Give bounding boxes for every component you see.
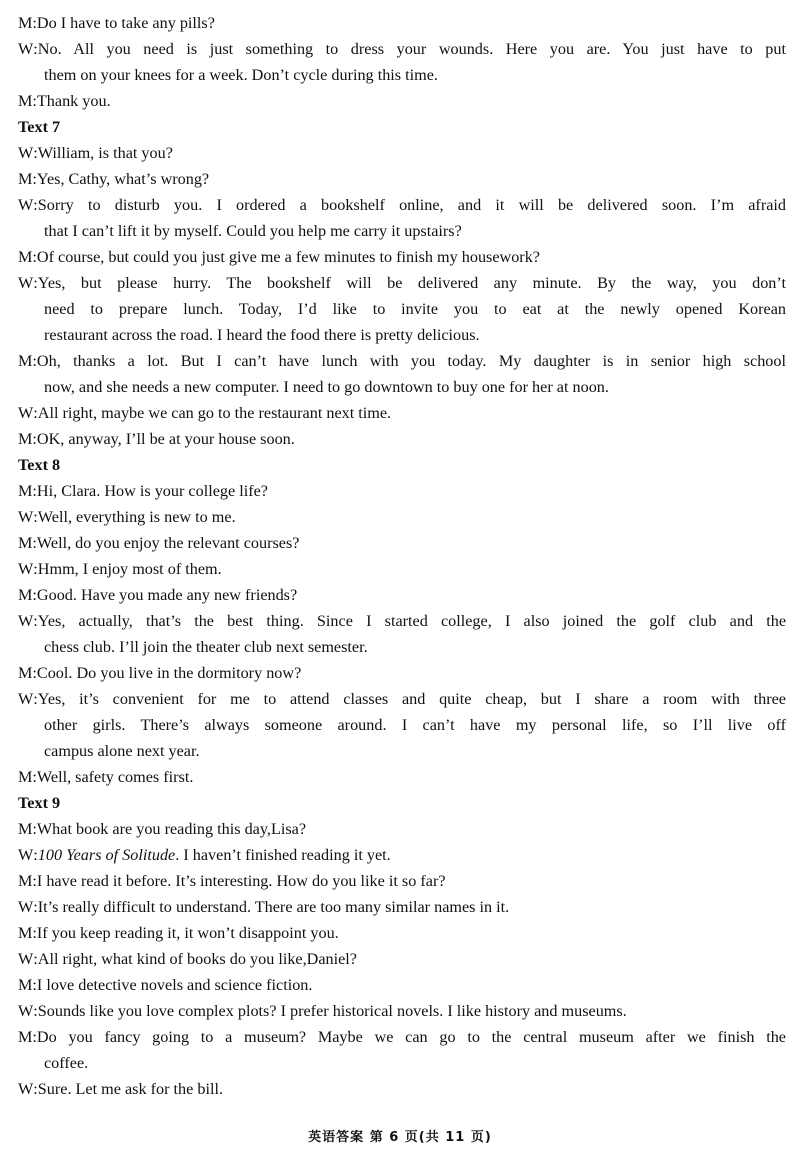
speaker-label: M xyxy=(18,352,33,370)
speaker-label: W xyxy=(18,1002,34,1020)
page-footer: 英语答案 第 6 页(共 11 页) xyxy=(308,1130,492,1145)
speaker-label: W xyxy=(18,690,34,708)
speaker-label: M xyxy=(18,92,33,110)
dialogue-continuation xyxy=(18,296,786,322)
speaker-colon: : xyxy=(33,508,38,526)
speaker-label: M xyxy=(18,248,33,266)
dialogue-line xyxy=(18,504,786,530)
dialogue-text: All right, maybe we can go to the restaurant next time. xyxy=(37,404,392,422)
dialogue-line xyxy=(18,816,786,842)
dialogue-text: Hi, Clara. How is your college life? xyxy=(36,482,268,500)
dialogue-text: What book are you reading this day,Lisa? xyxy=(36,820,307,838)
speaker-colon: : xyxy=(33,690,38,708)
dialogue-text: Yes, actually, that’s the best thing. Since I started college, I also joined the golf club and the xyxy=(37,612,786,630)
book-title: 100 Years of Solitude xyxy=(37,846,176,864)
dialogue-continuation xyxy=(18,634,786,660)
dialogue-text: Of course, but could you just give me a few minutes to finish my housework? xyxy=(36,248,540,266)
speaker-colon: : xyxy=(33,898,38,916)
section-heading: Text 7 xyxy=(18,118,61,136)
dialogue-text: campus alone next year. xyxy=(44,742,200,760)
speaker-label: W xyxy=(18,1080,34,1098)
speaker-colon: : xyxy=(32,976,37,994)
dialogue-line xyxy=(18,270,786,296)
speaker-colon: : xyxy=(33,196,38,214)
dialogue-text: No. All you need is just something to dress your wounds. Here you are. You just have to put xyxy=(37,40,786,58)
dialogue-line xyxy=(18,660,786,686)
dialogue-text: . I haven’t finished reading it yet. xyxy=(175,846,391,864)
dialogue-continuation xyxy=(18,322,786,348)
speaker-label: M xyxy=(18,430,33,448)
dialogue-text: Sure. Let me ask for the bill. xyxy=(37,1080,223,1098)
dialogue-text: Yes, Cathy, what’s wrong? xyxy=(36,170,210,188)
speaker-label: W xyxy=(18,612,34,630)
speaker-colon: : xyxy=(32,92,37,110)
dialogue-text: need to prepare lunch. Today, I’d like to invite you to eat at the newly opened Korean xyxy=(44,300,786,318)
speaker-colon: : xyxy=(32,586,37,604)
speaker-label: M xyxy=(18,14,33,32)
speaker-colon: : xyxy=(33,560,38,578)
dialogue-line xyxy=(18,426,786,452)
speaker-colon: : xyxy=(33,144,38,162)
speaker-colon: : xyxy=(32,1028,37,1046)
dialogue-text: Good. Have you made any new friends? xyxy=(36,586,298,604)
speaker-colon: : xyxy=(32,820,37,838)
dialogue-text: other girls. There’s always someone around. I can’t have my personal life, so I’ll live off xyxy=(44,716,786,734)
speaker-colon: : xyxy=(32,768,37,786)
speaker-colon: : xyxy=(32,534,37,552)
dialogue-text: It’s really difficult to understand. There are too many similar names in it. xyxy=(37,898,510,916)
dialogue-line xyxy=(18,946,786,972)
dialogue-continuation xyxy=(18,218,786,244)
speaker-label: W xyxy=(18,196,34,214)
dialogue-line xyxy=(18,36,786,62)
dialogue-line xyxy=(18,972,786,998)
speaker-colon: : xyxy=(32,482,37,500)
dialogue-line xyxy=(18,88,786,114)
dialogue-text: now, and she needs a new computer. I need to go downtown to buy one for her at noon. xyxy=(44,378,609,396)
dialogue-line xyxy=(18,530,786,556)
dialogue-line xyxy=(18,764,786,790)
dialogue-text: Yes, but please hurry. The bookshelf will be delivered any minute. By the way, you don’t xyxy=(37,274,786,292)
dialogue-text: Well, safety comes first. xyxy=(36,768,194,786)
dialogue-text: coffee. xyxy=(44,1054,89,1072)
dialogue-text: Yes, it’s convenient for me to attend classes and quite cheap, but I share a room with three xyxy=(37,690,786,708)
dialogue-continuation xyxy=(18,374,786,400)
speaker-label: W xyxy=(18,846,34,864)
section-heading: Text 8 xyxy=(18,456,61,474)
dialogue-line xyxy=(18,1024,786,1050)
dialogue-line xyxy=(18,244,786,270)
dialogue-text: If you keep reading it, it won’t disappoint you. xyxy=(36,924,339,942)
speaker-label: M xyxy=(18,586,33,604)
speaker-label: W xyxy=(18,898,34,916)
dialogue-line xyxy=(18,920,786,946)
speaker-colon: : xyxy=(32,430,37,448)
dialogue-line xyxy=(18,686,786,712)
dialogue-text: Oh, thanks a lot. But I can’t have lunch with you today. My daughter is in senior high school xyxy=(36,352,786,370)
speaker-label: M xyxy=(18,820,33,838)
speaker-label: M xyxy=(18,768,33,786)
dialogue-text: I have read it before. It’s interesting. How do you like it so far? xyxy=(36,872,446,890)
speaker-colon: : xyxy=(33,950,38,968)
dialogue-text: Well, everything is new to me. xyxy=(37,508,236,526)
speaker-label: W xyxy=(18,404,34,422)
speaker-label: W xyxy=(18,950,34,968)
dialogue-line xyxy=(18,842,786,868)
dialogue-line xyxy=(18,140,786,166)
dialogue-line xyxy=(18,582,786,608)
speaker-colon: : xyxy=(32,924,37,942)
speaker-label: W xyxy=(18,508,34,526)
speaker-colon: : xyxy=(32,872,37,890)
speaker-label: M xyxy=(18,482,33,500)
dialogue-text: chess club. I’ll join the theater club next semester. xyxy=(44,638,368,656)
dialogue-text: Do I have to take any pills? xyxy=(36,14,215,32)
dialogue-line xyxy=(18,608,786,634)
dialogue-continuation xyxy=(18,62,786,88)
dialogue-text: Cool. Do you live in the dormitory now? xyxy=(36,664,302,682)
transcript-document xyxy=(18,10,786,1102)
dialogue-text: Hmm, I enjoy most of them. xyxy=(37,560,222,578)
speaker-colon: : xyxy=(32,14,37,32)
speaker-label: W xyxy=(18,560,34,578)
speaker-label: M xyxy=(18,534,33,552)
dialogue-text: restaurant across the road. I heard the food there is pretty delicious. xyxy=(44,326,480,344)
dialogue-line xyxy=(18,478,786,504)
speaker-label: M xyxy=(18,924,33,942)
dialogue-text: OK, anyway, I’ll be at your house soon. xyxy=(36,430,295,448)
speaker-colon: : xyxy=(33,1080,38,1098)
dialogue-text: them on your knees for a week. Don’t cycle during this time. xyxy=(44,66,438,84)
speaker-colon: : xyxy=(32,352,37,370)
dialogue-line xyxy=(18,192,786,218)
speaker-colon: : xyxy=(33,274,38,292)
dialogue-text: William, is that you? xyxy=(37,144,173,162)
dialogue-text: I love detective novels and science fiction. xyxy=(36,976,313,994)
speaker-colon: : xyxy=(33,404,38,422)
dialogue-line xyxy=(18,556,786,582)
dialogue-line xyxy=(18,894,786,920)
dialogue-line xyxy=(18,400,786,426)
dialogue-line xyxy=(18,868,786,894)
speaker-colon: : xyxy=(33,846,38,864)
speaker-colon: : xyxy=(32,248,37,266)
dialogue-text: Do you fancy going to a museum? Maybe we can go to the central museum after we finish the xyxy=(36,1028,786,1046)
section-heading: Text 9 xyxy=(18,794,61,812)
speaker-label: M xyxy=(18,872,33,890)
speaker-label: M xyxy=(18,976,33,994)
speaker-label: M xyxy=(18,170,33,188)
dialogue-line xyxy=(18,998,786,1024)
speaker-label: W xyxy=(18,40,34,58)
speaker-colon: : xyxy=(33,40,38,58)
dialogue-continuation xyxy=(18,1050,786,1076)
speaker-colon: : xyxy=(32,664,37,682)
dialogue-continuation xyxy=(18,738,786,764)
dialogue-line xyxy=(18,166,786,192)
dialogue-text: Sorry to disturb you. I ordered a bookshelf online, and it will be delivered soon. I’m afraid xyxy=(37,196,786,214)
dialogue-line xyxy=(18,348,786,374)
speaker-label: M xyxy=(18,1028,33,1046)
dialogue-text: Thank you. xyxy=(36,92,111,110)
dialogue-text: Sounds like you love complex plots? I prefer historical novels. I like history and museums. xyxy=(37,1002,627,1020)
speaker-colon: : xyxy=(32,170,37,188)
dialogue-line xyxy=(18,1076,786,1102)
dialogue-line xyxy=(18,10,786,36)
speaker-colon: : xyxy=(33,612,38,630)
dialogue-continuation xyxy=(18,712,786,738)
speaker-label: M xyxy=(18,664,33,682)
dialogue-text: All right, what kind of books do you like,Daniel? xyxy=(37,950,357,968)
speaker-label: W xyxy=(18,274,34,292)
dialogue-text: Well, do you enjoy the relevant courses? xyxy=(36,534,300,552)
speaker-label: W xyxy=(18,144,34,162)
dialogue-text: that I can’t lift it by myself. Could you help me carry it upstairs? xyxy=(44,222,462,240)
speaker-colon: : xyxy=(33,1002,38,1020)
